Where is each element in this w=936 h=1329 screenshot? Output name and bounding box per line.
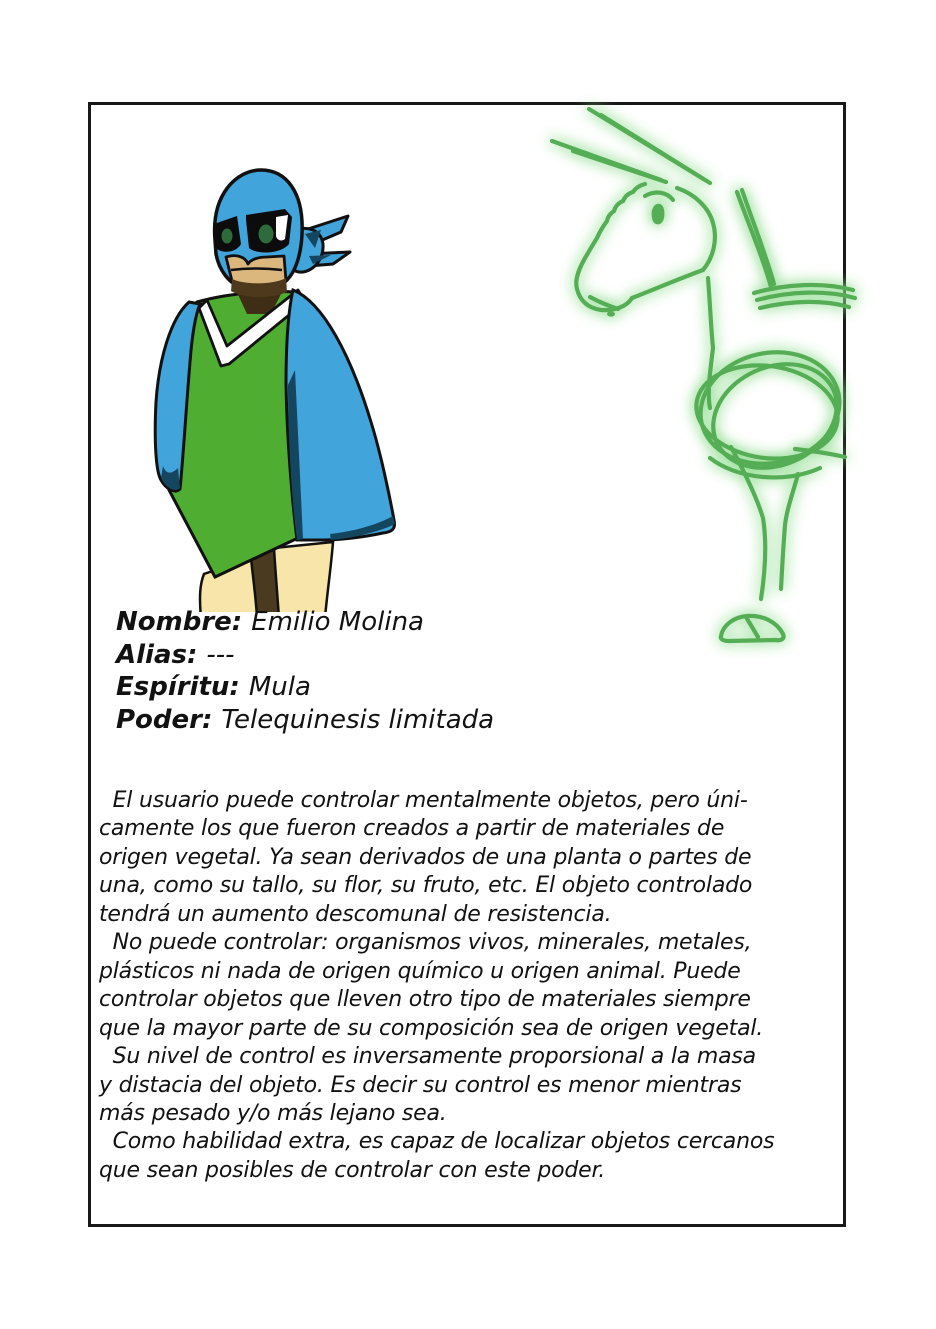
mule-nostril (607, 311, 615, 316)
field-label: Alias: (116, 639, 198, 670)
field-label: Nombre: (116, 607, 243, 637)
mule-leg-inner (781, 474, 798, 589)
field-value: --- (206, 639, 235, 670)
field-value: Telequinesis limitada (221, 704, 495, 735)
mule-neck-back (737, 192, 771, 287)
field-label: Poder: (116, 704, 213, 735)
description-line: que la mayor parte de su composición sea de origen vegetal. (99, 1015, 764, 1041)
mule-hoof-line (746, 617, 758, 637)
mule-body-1 (690, 340, 850, 477)
field-poder (116, 704, 494, 737)
mule-back-line-2 (757, 293, 855, 300)
mule-neck-back-2 (742, 190, 774, 284)
field-value: Emilio Molina (251, 607, 424, 637)
mule-brow (645, 193, 673, 200)
power-description (99, 787, 774, 1185)
field-label: Espíritu: (116, 672, 240, 702)
mule-back-line-3 (760, 302, 849, 308)
field-alias (116, 639, 494, 672)
field-value: Mula (248, 672, 311, 702)
description-line: que sean posibles de controlar con este poder. (99, 1157, 606, 1183)
description-line: No puede controlar: organismos vivos, minerales, metales, (99, 930, 752, 956)
right-sleeve (286, 290, 395, 540)
mule-ear-left-2 (573, 151, 666, 182)
mule-jaw (632, 270, 703, 298)
character-info-block (116, 606, 494, 736)
right-leg (274, 542, 333, 612)
description-line: más pesado y/o más lejano sea. (99, 1100, 447, 1126)
spirit-mule-sketch (505, 88, 850, 648)
mule-forehead (588, 184, 645, 253)
mule-neck-front (708, 278, 713, 348)
description-line: y distacia del objeto. Es decir su control es menor mientras (99, 1072, 742, 1098)
description-line: Como habilidad extra, es capaz de localizar objetos cercanos (99, 1129, 775, 1155)
left-iris (221, 228, 234, 245)
field-nombre (116, 606, 494, 639)
description-line: origen vegetal. Ya sean derivados de una planta o partes de (99, 844, 752, 870)
description-line: controlar objetos que lleven otro tipo de materiales siempre (99, 987, 751, 1013)
right-iris (258, 224, 275, 245)
description-line: El usuario puede controlar mentalmente objetos, pero úni- (99, 788, 748, 813)
description-line: plásticos ni nada de origen químico u origen animal. Puede (99, 958, 741, 984)
description-line: camente los que fueron creados a partir de materiales de (99, 816, 725, 842)
description-line: una, como su tallo, su flor, su fruto, etc. El objeto controlado (99, 873, 753, 899)
mule-cheek (677, 188, 715, 270)
description-line: tendrá un aumento descomunal de resistencia. (99, 901, 612, 927)
character-illustration (145, 160, 405, 612)
mule-eye (652, 204, 665, 225)
description-line: Su nivel de control es inversamente proporsional a la masa (99, 1044, 756, 1070)
field-espiritu (116, 671, 494, 704)
mule-ear-right-2 (601, 115, 710, 183)
